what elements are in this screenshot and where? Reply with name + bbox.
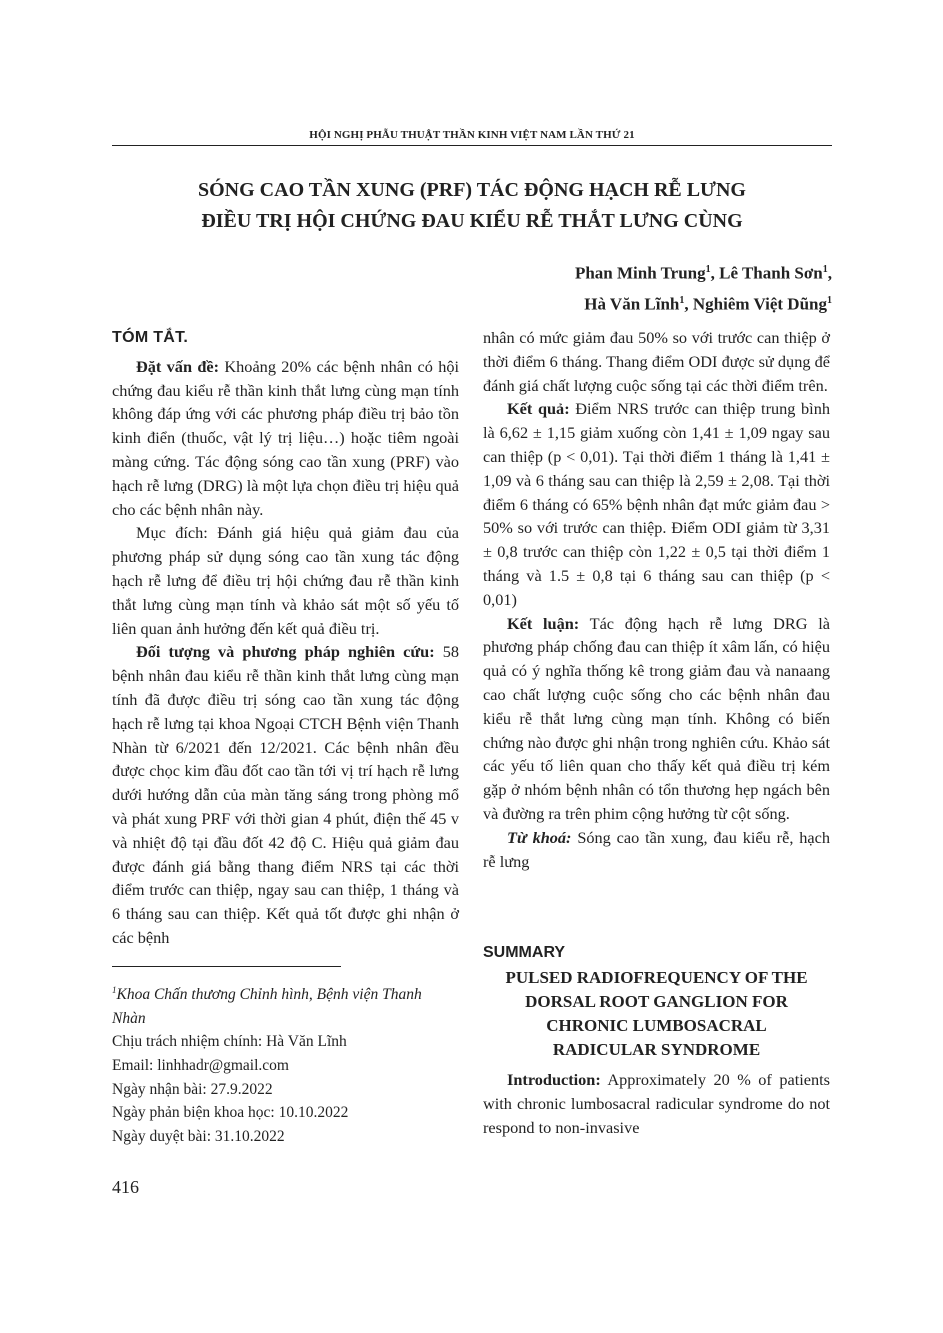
affiliation-mark: 1	[679, 294, 685, 306]
author-name: Lê Thanh Sơn	[719, 263, 823, 283]
footnote-reviewed: Ngày phản biện khoa học: 10.10.2022	[112, 1104, 349, 1122]
abstract-background: Đặt vấn đề: Khoảng 20% các bệnh nhân có hội chứng đau kiểu rễ thần kinh thắt lưng cùng mạn tính không đáp ứng với các phương pháp điều trị bảo tồn kinh điển (thuốc, vật lý trị liệu…) hoặc tiêm ngoài màng cứng. Tác động sóng cao tần xung (PRF) vào hạch rễ lưng (DRG) là một lựa chọn điều trị hiệu quả cho các bệnh nhân này.	[112, 356, 460, 519]
footnote-rule	[112, 966, 341, 967]
author-name: Phan Minh Trung	[574, 263, 706, 283]
abstract-methods-continued: nhân có mức giảm đau 50% so với trước can thiệp ở thời điểm 6 tháng. Thang điểm ODI được sử dụng để đánh giá chất lượng cuộc sống tại các thời điểm trên.	[483, 328, 830, 395]
author-line-2: Hà Văn Lĩnh$^1$, Nghiêm Việt Dũng$^1$	[584, 294, 832, 314]
title-line-1: SÓNG CAO TẦN XUNG (PRF) TÁC ĐỘNG HẠCH RỄ LƯNG	[198, 179, 746, 201]
abstract-results: Kết quả: Điểm NRS trước can thiệp trung bình là 6,62 ± 1,15 giảm xuống còn 1,41 ± 1,09 ngay sau can thiệp (p < 0,01). Tại thời điểm 1 tháng là 1,41 ± 1,09 và 6 tháng sau can thiệp là 2,59 ± 2,08. Tại thời điểm 6 tháng có 65% bệnh nhân đạt mức giảm đau > 50% so với trước can thiệp. Điểm ODI giảm từ 3,31 ± 0,8 trước can thiệp còn 1,22 ± 0,5 tại thời điểm 1 tháng và 1.5 ± 0,8 tại 6 tháng sau can thiệp (p < 0,01)	[483, 399, 830, 609]
footnote-email: Email: linhhadr@gmail.com	[112, 1056, 289, 1074]
title-line-2: ĐIỀU TRỊ HỘI CHỨNG ĐAU KIỂU RỄ THẮT LƯNG CÙNG	[201, 210, 743, 232]
summary-introduction: Introduction: Approximately 20 % of patients with chronic lumbosacral radicular syndrome do not respond to non-invasive	[483, 1070, 830, 1137]
page-number: 416	[112, 1177, 139, 1197]
footnotes	[112, 979, 459, 1148]
author-name: Nghiêm Việt Dũng	[692, 294, 827, 314]
abstract-objective: Mục đích: Đánh giá hiệu quả giảm đau của phương pháp sử dụng sóng cao tần xung tác động hạch rễ lưng để điều trị hội chứng đau rễ thần kinh thắt lưng cùng mạn tính và khảo sát một số yếu tố liên quan ảnh hưởng đến kết quả điều trị.	[112, 523, 459, 638]
author-list	[575, 256, 832, 317]
abstract-right-column	[483, 326, 830, 873]
footnote-accepted: Ngày duyệt bài: 31.10.2022	[112, 1127, 285, 1145]
article-title	[112, 175, 832, 237]
abstract-heading: TÓM TẮT.	[112, 329, 189, 346]
footnote-corresponding: Chịu trách nhiệm chính: Hà Văn Lĩnh	[112, 1033, 347, 1051]
footnote-affiliation: $^1$Khoa Chấn thương Chỉnh hình, Bệnh viện Thanh Nhàn	[112, 985, 422, 1027]
section-label: Kết quả:	[507, 399, 570, 419]
summary-title: PULSED RADIOFREQUENCY OF THE DORSAL ROOT GANGLION FOR CHRONIC LUMBOSACRAL RADICULAR SYNDROME	[505, 968, 808, 1059]
section-label: Từ khoá:	[507, 827, 572, 847]
footnote-received: Ngày nhận bài: 27.9.2022	[112, 1080, 273, 1098]
author-line-1: Phan Minh Trung$^1$, Lê Thanh Sơn$^1$,	[574, 263, 832, 283]
section-label: Đối tượng và phương pháp nghiên cứu:	[136, 642, 435, 662]
abstract-conclusion: Kết luận: Tác động hạch rễ lưng DRG là phương pháp chống đau can thiệp ít xâm lấn, có hiệu quả có ý nghĩa thống kê trong giảm đau và nanaang cao chất lượng cuộc sống cho các bệnh nhân đau kiểu rễ thắt lưng cùng mạn tính. Không có biến chứng nào được ghi nhận trong nghiên cứu. Khảo sát các yếu tố liên quan cho thấy kết quả điều trị kém gặp ở nhóm bệnh nhân có tổn thương hẹp ngách bên và đường ra trên phim cộng hưởng từ cột sống.	[483, 613, 830, 823]
author-name: Hà Văn Lĩnh	[584, 294, 680, 314]
summary-section	[483, 944, 830, 1139]
section-label: Introduction:	[507, 1070, 601, 1089]
running-header: HỘI NGHỊ PHẪU THUẬT THẦN KINH VIỆT NAM LẦN THỨ 21	[309, 129, 635, 141]
abstract-left-column	[112, 326, 459, 950]
abstract-methods: Đối tượng và phương pháp nghiên cứu: 58 bệnh nhân đau kiểu rễ thần kinh thắt lưng cùng mạn tính đã được điều trị sóng cao tần xung tác động hạch rễ lưng tại khoa Ngoại CTCH Bệnh viện Thanh Nhàn từ 6/2021 đến 12/2021. Các bệnh nhân đều được chọc kim đầu đốt cao tần tới vị trí hạch rễ lưng dưới hướng dẫn của màn tăng sáng trong phòng mổ và phát xung PRF với thời gian 4 phút, điện thế 45 v và nhiệt độ tại đầu đốt 42 độ C. Hiệu quả giảm đau được đánh giá bằng thang điểm NRS tại các thời điểm trước can thiệp, ngay sau can thiệp, 1 tháng và 6 tháng sau can thiệp. Kết quả tốt được ghi nhận ở các bệnh	[112, 642, 460, 947]
affiliation-mark: 1	[705, 264, 711, 275]
affiliation-mark: 1	[822, 264, 828, 275]
section-label: Đặt vấn đề:	[136, 356, 220, 376]
affiliation-mark: 1	[827, 294, 832, 306]
header-rule	[112, 145, 832, 146]
section-label: Kết luận:	[507, 613, 580, 633]
abstract-keywords: Từ khoá: Sóng cao tần xung, đau kiểu rễ, hạch rễ lưng	[483, 827, 830, 871]
summary-heading: SUMMARY	[483, 944, 566, 961]
